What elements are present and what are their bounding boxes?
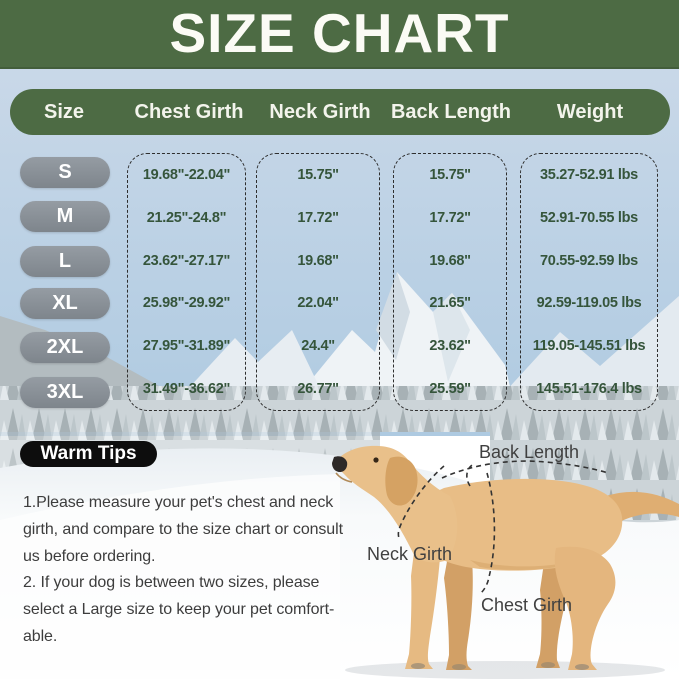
cell-neck-xl: 22.04" — [297, 295, 339, 312]
cell-neck-s: 15.75" — [297, 167, 339, 184]
cell-chest-3xl: 31.49"-36.62" — [142, 380, 231, 397]
header-back: Back Length — [390, 101, 512, 123]
tip-line-3: us before ordering. — [23, 547, 156, 565]
page-title: SIZE CHART — [169, 2, 510, 64]
neck-girth-label: Neck Girth — [367, 544, 453, 564]
title-banner — [0, 0, 679, 69]
tips-text — [23, 490, 403, 651]
cell-neck-l: 19.68" — [297, 252, 339, 269]
size-badge-s: S — [20, 157, 110, 188]
back-length-column — [393, 153, 507, 411]
table-header — [10, 89, 670, 135]
tip-line-6: able. — [23, 627, 58, 645]
cell-weight-3xl: 145.51-176.4 lbs — [536, 380, 642, 397]
warm-tips-label: Warm Tips — [40, 443, 137, 464]
cell-chest-xl: 25.98"-29.92" — [142, 295, 231, 312]
dog-eye — [373, 457, 378, 462]
cell-neck-2xl: 24.4" — [301, 338, 335, 355]
cell-neck-m: 17.72" — [297, 210, 339, 226]
chest-girth-column — [127, 153, 246, 411]
header-chest: Chest Girth — [134, 101, 244, 123]
header-neck: Neck Girth — [269, 101, 371, 123]
cell-back-l: 19.68" — [429, 252, 471, 269]
cell-back-s: 15.75" — [429, 167, 471, 184]
cell-back-xl: 21.65" — [429, 295, 471, 312]
size-badge-2xl: 2XL — [20, 332, 110, 363]
cell-back-2xl: 23.62" — [429, 338, 471, 355]
tip-line-4: 2. If your dog is between two sizes, please — [23, 574, 320, 592]
chest-girth-label: Chest Girth — [481, 595, 573, 615]
back-length-label: Back Length — [479, 442, 580, 462]
header-weight: Weight — [556, 101, 624, 123]
cell-chest-m: 21.25"-24.8" — [146, 210, 227, 226]
cell-neck-3xl: 26.77" — [297, 380, 339, 397]
dog-shadow — [345, 661, 665, 679]
cell-chest-l: 23.62"-27.17" — [142, 252, 231, 269]
size-badge-m: M — [20, 201, 110, 232]
cell-chest-s: 19.68"-22.04" — [142, 167, 231, 184]
tip-line-5: select a Large size to keep your pet comfort- — [23, 601, 335, 619]
weight-column — [520, 153, 658, 411]
cell-chest-2xl: 27.95"-31.89" — [142, 338, 231, 355]
header-size: Size — [43, 101, 85, 123]
neck-girth-column — [256, 153, 380, 411]
size-badge-xl: XL — [20, 288, 110, 319]
warm-tips-badge — [20, 441, 157, 467]
cell-weight-xl: 92.59-119.05 lbs — [536, 295, 642, 312]
cell-weight-m: 52.91-70.55 lbs — [540, 210, 638, 226]
cell-weight-l: 70.55-92.59 lbs — [540, 252, 638, 269]
tip-line-2: girth, and compare to the size chart or consult — [23, 520, 343, 538]
cell-back-m: 17.72" — [429, 210, 471, 226]
cell-weight-2xl: 119.05-145.51 lbs — [532, 338, 646, 355]
size-badge-3xl: 3XL — [20, 377, 110, 408]
size-badge-l: L — [20, 246, 110, 277]
cell-weight-s: 35.27-52.91 lbs — [540, 167, 638, 184]
tip-line-1: 1.Please measure your pet's chest and neck — [23, 494, 334, 511]
cell-back-3xl: 25.59" — [429, 380, 471, 397]
